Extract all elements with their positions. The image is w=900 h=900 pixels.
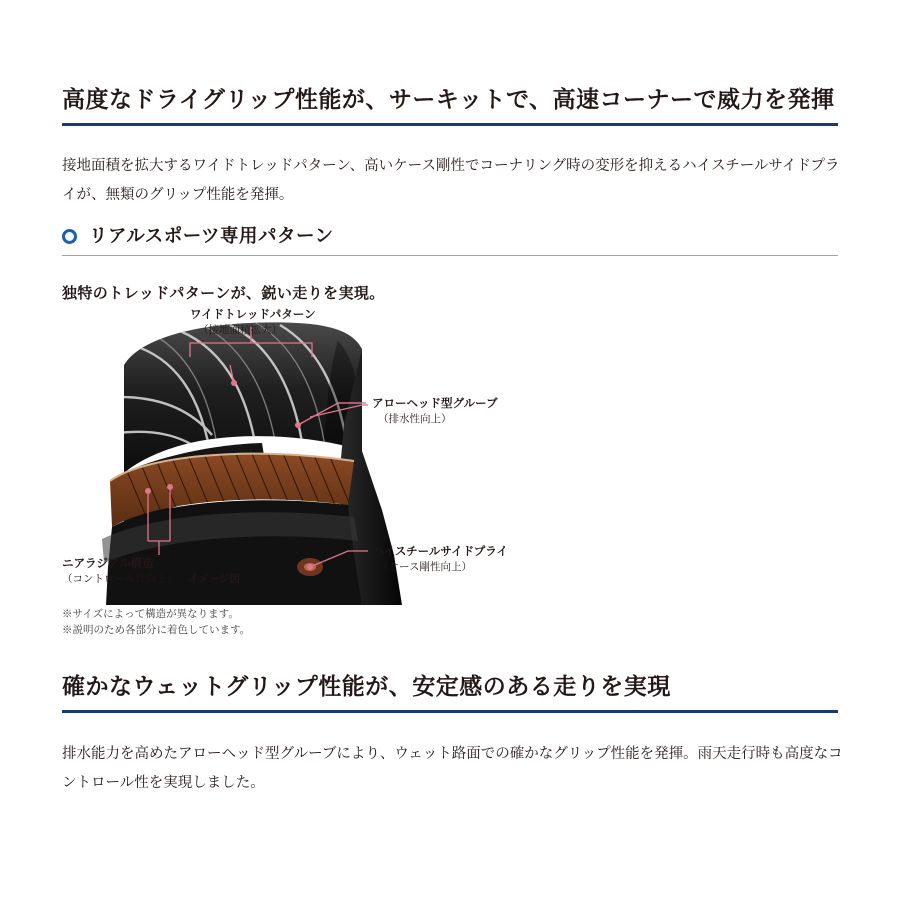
callout-near-radial-main: ニアラジアル構造 bbox=[62, 558, 154, 570]
callout-arrow-head-main: アローヘッド型グルーブ bbox=[372, 398, 498, 410]
tire-cutaway-figure bbox=[62, 305, 622, 635]
callout-near-radial-sub: （コントロール性向上） bbox=[62, 573, 178, 585]
callout-high-steel-sub: （ケース剛性向上） bbox=[378, 561, 472, 573]
figure-note-1: ※サイズによって構造が異なります。 bbox=[62, 608, 239, 620]
subsection-title: リアルスポーツ専用パターン bbox=[89, 225, 334, 246]
page-title-dry: 高度なドライグリップ性能が、サーキットで、高速コーナーで威力を発揮 bbox=[62, 86, 835, 112]
callout-wide-tread-main: ワイドトレッドパターン bbox=[190, 309, 316, 321]
heading-rule-dry bbox=[62, 123, 838, 126]
subsection-rule bbox=[62, 255, 838, 256]
subsection-heading-row bbox=[62, 222, 838, 255]
tire-diagram-svg bbox=[62, 305, 622, 635]
body-text-wet: 排水能力を高めたアローヘッド型グルーブにより、ウェット路面での確かなグリップ性能を発揮。雨天走行時も高度なコントロール性を実現しました。 bbox=[62, 746, 843, 791]
callout-arrow-head-sub: （排水性向上） bbox=[378, 413, 452, 425]
page-title-wet: 確かなウェットグリップ性能が、安定感のある走りを実現 bbox=[62, 673, 671, 699]
body-text-dry: 接地面積を拡大するワイドトレッドパターン、高いケース剛性でコーナリング時の変形を抑えるハイスチールサイドプライが、無類のグリップ性能を発揮。 bbox=[62, 158, 840, 203]
figure-notes bbox=[62, 606, 250, 639]
callout-wide-tread-sub: （接地面積拡大） bbox=[198, 324, 282, 336]
callout-image-label: イメージ図 bbox=[188, 573, 241, 585]
tire-bead-area bbox=[102, 500, 362, 605]
callout-high-steel-main: ハイスチールサイドプライ bbox=[372, 546, 508, 558]
subsection-heading-pattern bbox=[62, 222, 838, 256]
circle-bullet-icon bbox=[62, 229, 77, 244]
figure-note-2: ※説明のため各部分に着色しています。 bbox=[62, 624, 251, 637]
section-heading-wet bbox=[62, 672, 838, 713]
heading-rule-wet bbox=[62, 710, 838, 713]
section-heading-dry bbox=[62, 85, 838, 126]
lead-text-pattern: 独特のトレッドパターンが、鋭い走りを実現。 bbox=[62, 285, 385, 302]
